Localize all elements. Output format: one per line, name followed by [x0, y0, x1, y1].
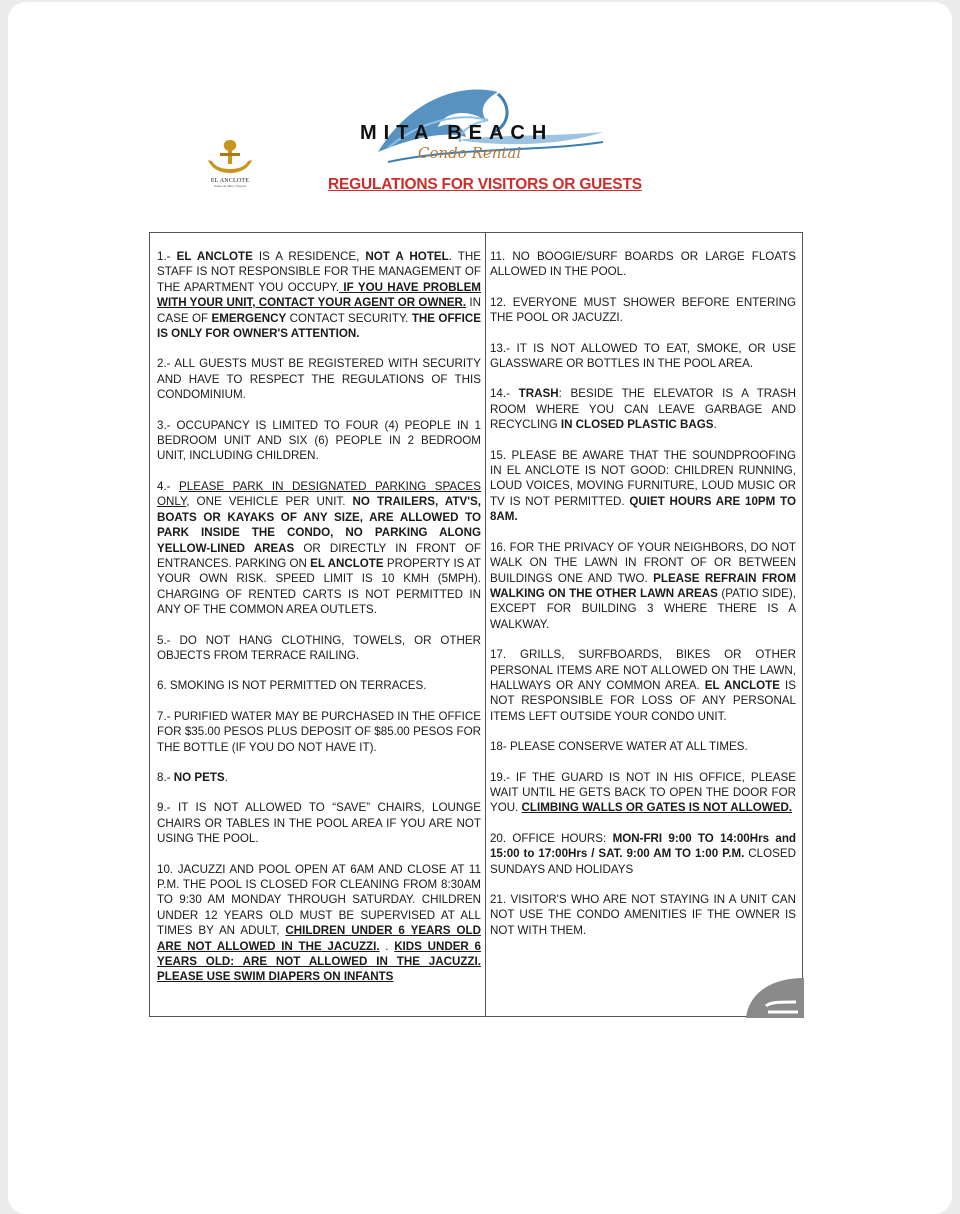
regulation-text: 16. FOR THE PRIVACY OF YOUR NEIGHBORS, DO NOT WALK ON THE LAWN IN FRONT OF OR BETWEEN BUILDINGS ONE AND TWO. [489, 540, 796, 585]
regulation-item [157, 862, 481, 985]
regulation-text: IF YOU HAVE PROBLEM WITH YOUR UNIT, CONTACT YOUR AGENT OR OWNER. [157, 280, 481, 310]
regulation-text: EL ANCLOTE [310, 556, 384, 570]
regulation-text: IN CLOSED PLASTIC BAGS [560, 418, 714, 432]
el-anclote-logo [198, 138, 262, 188]
regulations-right-column [486, 233, 802, 1016]
regulation-text: 8.- [157, 770, 174, 784]
regulation-text: 1.- [157, 250, 177, 263]
page-corner-icon [746, 978, 804, 1018]
mita-beach-logo [348, 82, 618, 172]
regulation-text: 9.- IT IS NOT ALLOWED TO “SAVE” CHAIRS, LOUNGE CHAIRS OR TABLES IN THE POOL AREA IF YOU ARE NOT USING THE POOL. [157, 801, 481, 846]
regulation-text: 14.- [489, 387, 519, 401]
regulation-item [490, 739, 796, 754]
regulation-text: OR DIRECTLY IN FRONT OF ENTRANCES. PARKING ON [157, 541, 481, 570]
regulation-item [490, 386, 796, 432]
regulation-item [157, 770, 481, 785]
regulation-text: PROPERTY IS AT YOUR OWN RISK. SPEED LIMIT IS 10 KMH (5MPH). CHARGING OF RENTED CARTS IS NOT PERMITTED IN ANY OF THE COMMON AREA OUTLETS. [157, 556, 481, 617]
regulation-text: CHILDREN UNDER 6 YEARS OLD ARE NOT ALLOWED IN THE JACUZZI. [157, 924, 481, 953]
regulation-text: 17. GRILLS, SURFBOARDS, BIKES OR OTHER PERSONAL ITEMS ARE NOT ALLOWED ON THE LAWN, HALLWAYS OR ANY COMMON AREA. [489, 648, 796, 692]
regulation-text: IS NOT RESPONSIBLE FOR LOSS OF ANY PERSONAL ITEMS LEFT OUTSIDE YOUR CONDO UNIT. [489, 678, 796, 723]
regulation-text: 18- PLEASE CONSERVE WATER AT ALL TIMES. [489, 740, 748, 754]
regulation-text: . [713, 418, 717, 432]
regulation-text: CONTACT SECURITY. [286, 311, 412, 325]
regulation-text: 20. OFFICE HOURS: [489, 831, 613, 845]
regulation-text: . [379, 939, 395, 953]
regulation-text: MON-FRI 9:00 TO 14:00Hrs and 15:00 to 17:00Hrs / SAT. 9:00 AM TO 1:00 P.M. [489, 831, 796, 861]
regulation-item [490, 540, 796, 632]
regulation-item [490, 295, 796, 326]
regulation-text: NO TRAILERS, ATV'S, BOATS OR KAYAKS OF ANY SIZE, ARE ALLOWED TO PARK INSIDE THE CONDO, NO PARKING ALONG YELLOW-LINED AREAS [157, 495, 481, 555]
regulation-text: 2.- ALL GUESTS MUST BE REGISTERED WITH SECURITY AND HAVE TO RESPECT THE REGULATIONS OF THIS CONDOMINIUM. [157, 357, 481, 402]
regulation-item [490, 341, 796, 372]
regulation-item [490, 448, 796, 525]
regulation-text: 21. VISITOR'S WHO ARE NOT STAYING IN A UNIT CAN NOT USE THE CONDO AMENITIES IF THE OWNER IS NOT WITH THEM. [489, 893, 796, 937]
regulation-item [490, 249, 796, 280]
regulation-text: IN CASE OF [157, 296, 481, 325]
regulation-text: 3.- OCCUPANCY IS LIMITED TO FOUR (4) PEOPLE IN 1 BEDROOM UNIT AND SIX (6) PEOPLE IN 2 BEDROOM UNIT, INCLUDING CHILDREN. [157, 418, 481, 463]
regulation-text: : BESIDE THE ELEVATOR IS A TRASH ROOM WHERE YOU CAN LEAVE GARBAGE AND RECYCLING [489, 387, 797, 432]
regulation-text: THE OFFICE IS ONLY FOR OWNER'S ATTENTION. [157, 311, 481, 341]
document-title: REGULATIONS FOR VISITORS OR GUESTS [328, 176, 642, 193]
regulation-text: , ONE VEHICLE PER UNIT. [186, 495, 353, 509]
regulation-text: 11. NO BOOGIE/SURF BOARDS OR LARGE FLOATS ALLOWED IN THE POOL. [489, 250, 796, 279]
logo-subtitle: Punta de Mita, Nayarit [214, 184, 246, 188]
regulation-item [157, 633, 481, 664]
regulation-text: IS A RESIDENCE, [252, 250, 366, 263]
regulation-text: PLEASE REFRAIN FROM WALKING ON THE OTHER LAWN AREAS [489, 571, 796, 600]
regulation-item [157, 356, 481, 402]
regulation-text: NOT A HOTEL [365, 250, 449, 263]
brand-subtitle: Condo Rental [418, 144, 522, 162]
regulation-text: 5.- DO NOT HANG CLOTHING, TOWELS, OR OTHER OBJECTS FROM TERRACE RAILING. [157, 633, 481, 662]
regulation-text: . THE STAFF IS NOT RESPONSIBLE FOR THE MANAGEMENT OF THE APARTMENT YOU OCCUPY. [157, 250, 481, 294]
anchor-logo-icon [202, 138, 258, 176]
regulation-text: KIDS UNDER 6 YEARS OLD: ARE NOT ALLOWED IN THE JACUZZI. PLEASE USE SWIM DIAPERS ON INFANTS [157, 939, 481, 984]
document-page [8, 2, 952, 1214]
regulation-item [490, 770, 796, 816]
regulation-text: QUIET HOURS ARE 10PM TO 8AM. [489, 494, 796, 524]
regulation-text: CLIMBING WALLS OR GATES IS NOT ALLOWED. [521, 801, 793, 815]
regulation-text: NO PETS [173, 770, 225, 784]
regulation-item [490, 647, 796, 724]
regulation-text: 13.- IT IS NOT ALLOWED TO EAT, SMOKE, OR USE GLASSWARE OR BOTTLES IN THE POOL AREA. [489, 341, 796, 371]
regulation-text: EMERGENCY [211, 311, 287, 325]
regulation-text: 12. EVERYONE MUST SHOWER BEFORE ENTERING THE POOL OR JACUZZI. [489, 295, 796, 325]
regulation-item [490, 831, 796, 877]
regulation-text: . [224, 770, 228, 784]
regulation-text: 10. JACUZZI AND POOL OPEN AT 6AM AND CLOSE AT 11 P.M. THE POOL IS CLOSED FOR CLEANING FROM 8:30AM TO 9:30 AM MONDAY THROUGH SATURDAY. CHILDREN UNDER 12 YEARS OLD MUST BE SUPERVISED AT ALL TIMES BY AN ADULT, [157, 862, 481, 938]
regulation-text: EL ANCLOTE [704, 678, 780, 692]
regulations-left-column [150, 233, 486, 1016]
regulation-item [157, 418, 481, 464]
regulation-text: 4.- [157, 479, 180, 493]
regulation-text: EL ANCLOTE [176, 250, 253, 263]
regulation-text: 7.- PURIFIED WATER MAY BE PURCHASED IN THE OFFICE FOR $35.00 PESOS PLUS DEPOSIT OF $85.00 PESOS FOR THE BOTTLE (IF YOU DO NOT HAVE IT). [157, 709, 481, 754]
logo-name: EL ANCLOTE [210, 178, 250, 184]
regulation-text: (PATIO SIDE), EXCEPT FOR BUILDING 3 WHERE THERE IS A WALKWAY. [489, 586, 796, 631]
regulation-item [157, 800, 481, 846]
regulation-item [157, 249, 481, 341]
regulation-text: PLEASE PARK IN DESIGNATED PARKING SPACES ONLY [157, 479, 481, 509]
regulation-item [157, 678, 481, 693]
regulation-text: 15. PLEASE BE AWARE THAT THE SOUNDPROOFING IN EL ANCLOTE IS NOT GOOD: CHILDREN RUNNING, LOUD VOICES, MOVING FURNITURE, LOUD MUSIC OR TV IS NOT PERMITTED. [489, 448, 796, 508]
regulation-text: TRASH [518, 387, 559, 401]
regulation-text: 19.- IF THE GUARD IS NOT IN HIS OFFICE, PLEASE WAIT UNTIL HE GETS BACK TO OPEN THE DOOR FOR YOU. [489, 770, 796, 815]
regulation-text: CLOSED SUNDAYS AND HOLIDAYS [489, 847, 796, 876]
brand-title: MITA BEACH [360, 122, 554, 144]
regulation-item [157, 709, 481, 755]
regulations-table [149, 232, 803, 1017]
regulation-item [490, 892, 796, 938]
regulation-item [157, 479, 481, 618]
regulation-text: 6. SMOKING IS NOT PERMITTED ON TERRACES. [157, 679, 427, 693]
